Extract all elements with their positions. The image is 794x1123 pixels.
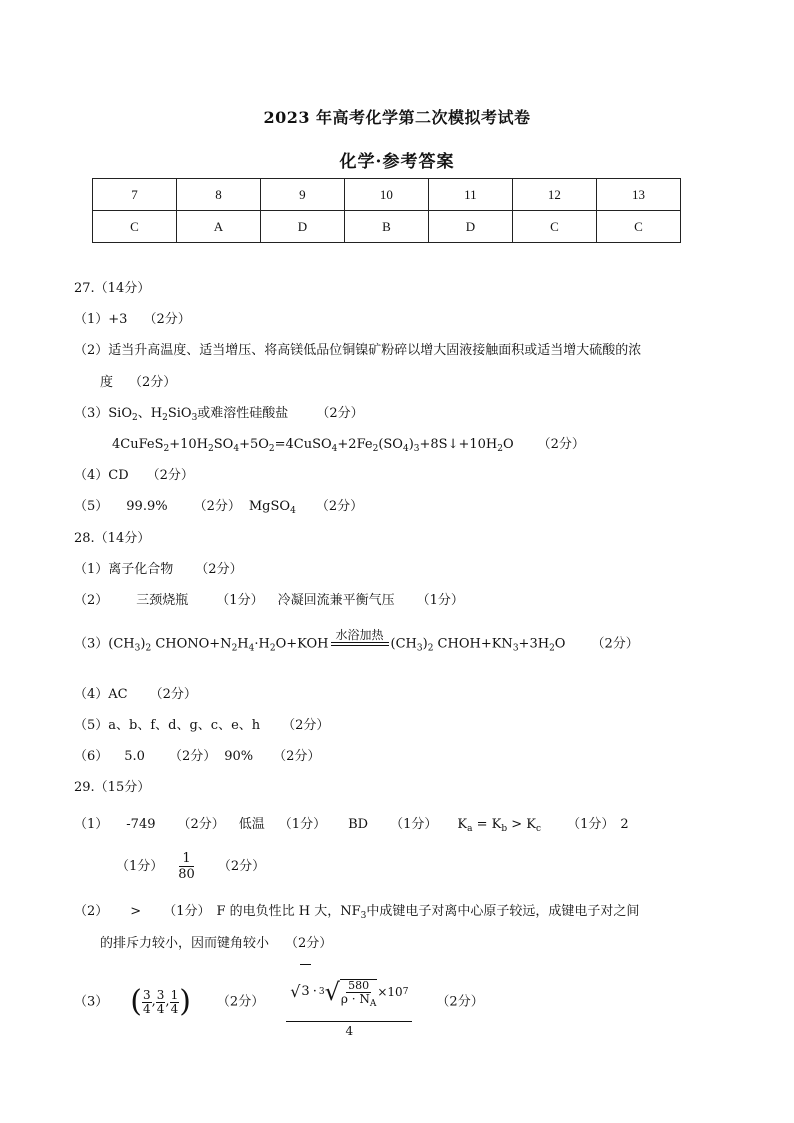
formula-text: +8S↓+10H — [419, 437, 498, 452]
part-label: （3） — [74, 406, 109, 421]
table-cell: D — [428, 211, 512, 243]
formula-text: ×10 — [377, 984, 403, 999]
q27-heading: 27.（14分） — [74, 281, 151, 296]
radicand — [340, 978, 378, 1009]
table-cell: C — [93, 211, 177, 243]
fraction — [175, 851, 198, 882]
formula-denominator: 4 — [345, 1024, 354, 1038]
formula-text: 、H — [137, 406, 163, 421]
density-formula — [286, 964, 412, 1040]
score: （2分） — [217, 859, 266, 874]
score: （1分） — [116, 859, 164, 874]
answer-table — [92, 178, 681, 243]
table-cell: 12 — [512, 179, 596, 211]
subscript: 2 — [208, 444, 214, 454]
q29-part3 — [74, 964, 484, 1040]
score: （1分） — [567, 817, 615, 832]
fraction-numerator: 1 — [179, 851, 193, 867]
fraction-denominator: 4 — [143, 1001, 151, 1016]
subscript: 2 — [427, 643, 434, 654]
fraction-denominator: 4 — [156, 1001, 165, 1016]
coordinate-expression: ( $\frac{3}{4}$ , $\frac{3}{4}$ , $\frac{1}{4}$ ) — [130, 984, 191, 1019]
subscript: 2 — [132, 413, 138, 423]
answer-table-answer-row — [93, 211, 681, 243]
subscript: 4 — [233, 444, 240, 454]
fraction-denominator-text: ρ · N — [340, 991, 370, 1006]
score: （1分） — [163, 904, 211, 919]
subscript: 3 — [134, 643, 141, 654]
formula-text: SiO — [167, 406, 192, 421]
table-cell: 9 — [260, 179, 344, 211]
score: （2分） — [591, 636, 639, 652]
score: （2分） — [216, 994, 265, 1010]
formula-text: (CH — [108, 636, 135, 652]
part-label: （1） — [74, 562, 109, 577]
answer-text: 离子化合物 — [108, 562, 174, 577]
fraction-numerator: 3 — [156, 987, 165, 1002]
part-label: （2） — [74, 904, 109, 919]
formula-text: H — [237, 636, 249, 652]
table-cell: B — [344, 211, 428, 243]
subscript: A — [369, 998, 377, 1009]
score: （1分） — [416, 593, 464, 608]
q27-equation — [112, 437, 585, 453]
score: （2分） — [129, 375, 177, 390]
subscript: 4 — [290, 506, 296, 516]
reaction-condition: 水浴加热 — [335, 628, 384, 642]
answer-text: 冷凝回流兼平衡气压 — [277, 593, 395, 608]
formula-text: +2Fe — [337, 437, 373, 452]
radical-sign: √ — [324, 977, 340, 1006]
formula-text: NF — [340, 904, 361, 919]
part-label: （6） — [74, 749, 109, 764]
table-cell: 11 — [428, 179, 512, 211]
q28-part3 — [74, 628, 639, 660]
subscript: 4 — [402, 444, 409, 454]
formula-text: ·H — [254, 636, 270, 652]
formula-text: O+KOH — [275, 636, 329, 652]
math-operator: > — [511, 817, 523, 832]
subscript: c — [536, 824, 542, 834]
score: （1分） — [278, 817, 327, 832]
radical-sign: √ — [290, 981, 301, 1001]
formula-text: CHONO+N — [151, 636, 232, 652]
score: （2分） — [285, 936, 333, 951]
answer-text: a、b、f、d、g、c、e、h — [108, 718, 261, 733]
score: （2分） — [149, 687, 197, 702]
radicand: 3 — [300, 964, 310, 1019]
answer-text: 度 — [100, 375, 114, 390]
fraction-denominator — [340, 991, 377, 1009]
answer-text: CD — [108, 468, 129, 483]
answer-text: > — [130, 904, 142, 919]
answer-text: F 的电负性比 H 大， — [216, 904, 341, 919]
q29-part1 — [74, 817, 629, 833]
subscript: 2 — [372, 444, 379, 454]
q28-heading: 28.（14分） — [74, 531, 151, 546]
part-label: （2） — [74, 343, 109, 358]
subscript: 2 — [497, 444, 503, 454]
answer-text: 90% — [224, 749, 254, 764]
k-symbol: K — [491, 817, 502, 832]
score: （2分） — [195, 562, 243, 577]
subscript: 3 — [360, 911, 367, 921]
score: （2分） — [537, 437, 585, 452]
formula-text: CHOH+KN — [433, 636, 513, 652]
q27-part5 — [74, 499, 363, 515]
answer-text: 5.0 — [124, 749, 145, 764]
subscript: 2 — [268, 444, 275, 454]
part-label: （3） — [74, 636, 109, 652]
subscript: 3 — [416, 643, 423, 654]
part-label: （1） — [74, 312, 109, 327]
q28-part6 — [74, 749, 320, 765]
table-cell: 10 — [344, 179, 428, 211]
reaction-arrow — [331, 628, 389, 660]
page-subtitle: 化学·参考答案 — [339, 152, 455, 172]
q29-heading: 29.（15分） — [74, 780, 151, 795]
table-cell: C — [596, 211, 680, 243]
answer-text: AC — [108, 687, 128, 702]
score: （2分） — [168, 749, 217, 764]
formula-text: O — [502, 437, 514, 452]
sqrt-expression — [290, 964, 310, 1019]
score: （2分） — [193, 499, 241, 514]
formula-text: MgSO — [248, 499, 291, 514]
q27-part2-cont — [100, 375, 176, 391]
formula-text: O — [554, 636, 566, 652]
answer-text: 或难溶性硅酸盐 — [197, 406, 289, 421]
answer-text: 低温 — [238, 817, 265, 832]
subscript: 3 — [512, 643, 519, 654]
subscript: 2 — [549, 643, 555, 654]
cube-root-expression: 3 √ $\frac{580}{\rho \cdot N_A}$ — [319, 965, 378, 1019]
subscript: 2 — [231, 643, 238, 654]
q27-part3 — [74, 406, 364, 422]
part-label: （4） — [74, 687, 109, 702]
answer-text: 的排斥力较小，因而键角较小 — [100, 936, 270, 951]
answer-text: -749 — [126, 817, 156, 832]
math-operator: = — [476, 817, 488, 832]
fraction — [170, 989, 180, 1016]
formula-text: =4CuSO — [274, 437, 332, 452]
table-cell: 8 — [176, 179, 260, 211]
score: （2分） — [143, 312, 191, 327]
k-symbol: K — [526, 817, 537, 832]
q29-part1-cont — [116, 850, 265, 884]
fraction-numerator: 580 — [348, 978, 370, 992]
score: （2分） — [315, 499, 364, 514]
answer-text: 三颈烧瓶 — [136, 593, 189, 608]
score: （2分） — [177, 817, 225, 832]
score: （2分） — [316, 406, 364, 421]
score: （2分） — [436, 994, 484, 1010]
subscript: b — [501, 824, 508, 834]
score: （1分） — [390, 817, 438, 832]
q29-part2 — [74, 904, 639, 920]
subscript: 2 — [162, 413, 168, 423]
table-cell: 13 — [596, 179, 680, 211]
formula-text: (SO — [378, 437, 403, 452]
answer-text: +3 — [108, 312, 128, 327]
left-paren: ( — [130, 984, 142, 1019]
score: （2分） — [273, 749, 321, 764]
subscript: 3 — [413, 444, 420, 454]
answer-text: 适当升高温度、适当增压、将高镁低品位铜镍矿粉碎以增大固液接触面积或适当增大硫酸的浓 — [108, 343, 642, 358]
table-cell: C — [512, 211, 596, 243]
fraction-numerator: 3 — [143, 987, 151, 1002]
answer-text: 99.9% — [126, 499, 168, 514]
part-label: （2） — [74, 593, 109, 608]
k-symbol: K — [457, 817, 468, 832]
subscript: 2 — [145, 643, 152, 654]
right-paren: ) — [179, 984, 191, 1019]
k-relation — [457, 817, 541, 832]
subscript: 3 — [191, 413, 198, 423]
part-label: （5） — [74, 718, 109, 733]
q27-part1 — [74, 312, 191, 328]
table-cell: A — [176, 211, 260, 243]
formula-text: ) — [140, 636, 146, 652]
formula-text: 4CuFeS — [112, 437, 164, 452]
formula-text: +3H — [518, 636, 550, 652]
subscript: 2 — [163, 444, 170, 454]
part-label: （5） — [74, 499, 109, 514]
formula-text: (CH — [390, 636, 417, 652]
fraction-denominator: 4 — [170, 1001, 179, 1016]
subscript: 2 — [269, 643, 276, 654]
q27-part2 — [74, 343, 641, 359]
score: （1分） — [216, 593, 264, 608]
q28-part2 — [74, 593, 464, 609]
fraction-denominator: 80 — [178, 867, 195, 882]
formula-text: SO — [213, 437, 234, 452]
answer-text: 中成键电子对离中心原子较远，成键电子对之间 — [366, 904, 640, 919]
formula-text: ) — [422, 636, 428, 652]
formula-numerator: √ 3 · 3 √ $\frac{580}{\rho \cdot N_A}$ ×10 7 — [286, 964, 412, 1022]
part-label: （4） — [74, 468, 109, 483]
formula-text: +10H — [169, 437, 209, 452]
q28-part1 — [74, 562, 243, 578]
answer-text: 2 — [620, 817, 629, 832]
score: （2分） — [146, 468, 194, 483]
table-cell: D — [260, 211, 344, 243]
q29-part2-cont — [100, 936, 332, 952]
fraction-numerator: 1 — [170, 987, 179, 1002]
part-label: （3） — [74, 994, 109, 1010]
part-label: （1） — [74, 817, 109, 832]
formula-text: +5O — [239, 437, 269, 452]
q28-part4 — [74, 687, 197, 703]
formula-text: SiO — [108, 406, 133, 421]
q27-part4 — [74, 468, 194, 484]
table-cell: 7 — [93, 179, 177, 211]
subscript: 4 — [331, 444, 338, 454]
fraction — [156, 989, 166, 1016]
subscript: 4 — [248, 643, 255, 654]
subscript: a — [467, 824, 473, 834]
score: （2分） — [282, 718, 330, 733]
answer-table-number-row — [93, 179, 681, 211]
q28-part5 — [74, 718, 329, 734]
formula-text: ) — [408, 437, 414, 452]
answer-text: BD — [348, 817, 369, 832]
fraction — [142, 989, 152, 1016]
page-title: 2023 年高考化学第二次模拟考试卷 — [263, 108, 531, 127]
